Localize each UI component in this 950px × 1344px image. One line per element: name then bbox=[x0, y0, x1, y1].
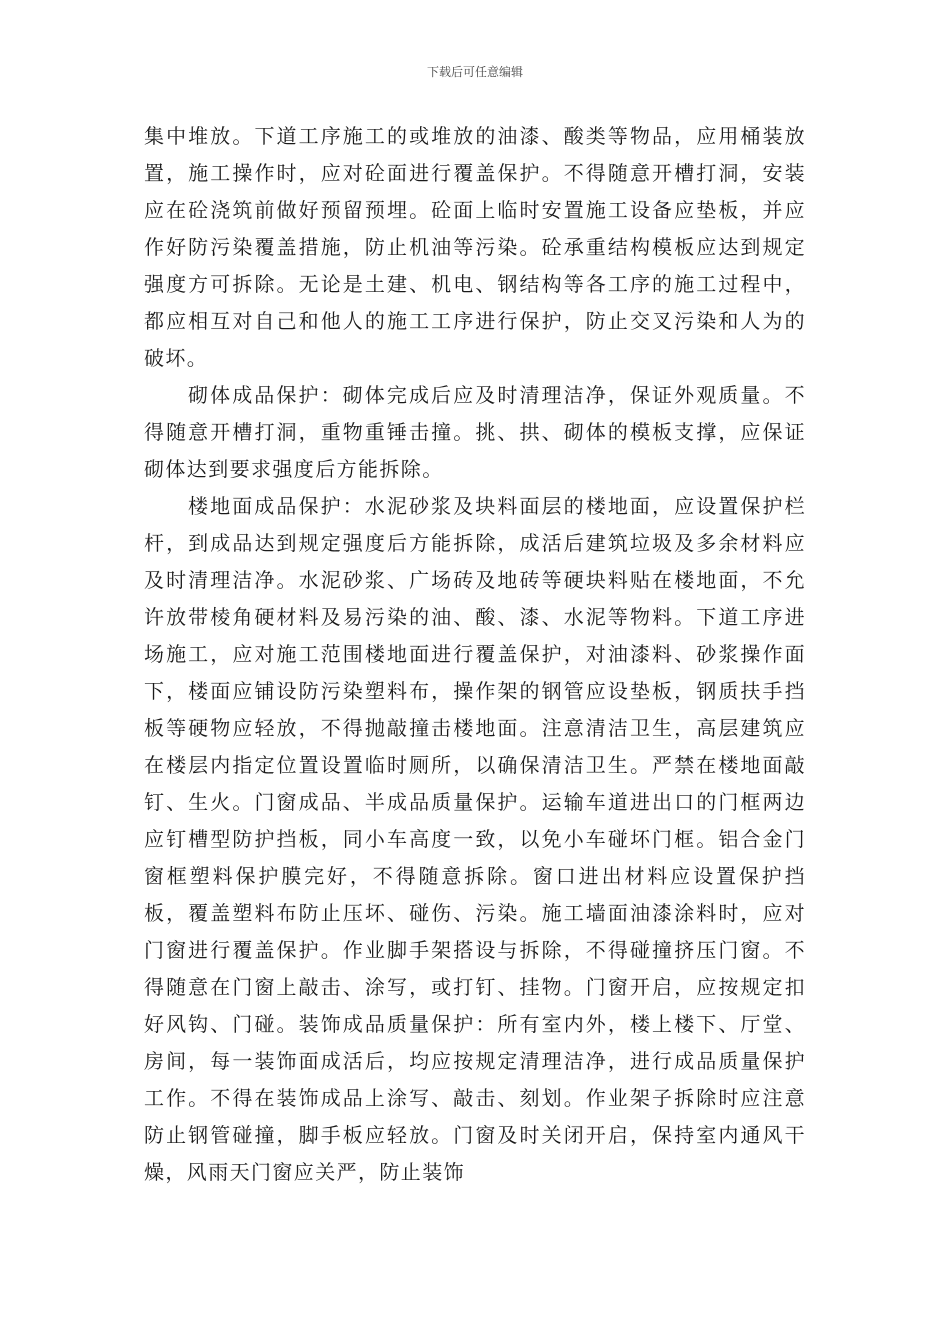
paragraph-floor-protection: 楼地面成品保护：水泥砂浆及块料面层的楼地面，应设置保护栏杆，到成品达到规定强度后方能拆除，成活后建筑垃圾及多余材料应及时清理洁净。水泥砂浆、广场砖及地砖等硬块料贴在楼地面，不允许放带棱角硬材料及易污染的油、酸、漆、水泥等物料。下道工序进场施工，应对施工范围楼地面进行覆盖保护，对油漆料、砂浆操作面下，楼面应铺设防污染塑料布，操作架的钢管应设垫板，钢质扶手挡板等硬物应轻放，不得抛敲撞击楼地面。注意清洁卫生，高层建筑应在楼层内指定位置设置临时厕所，以确保清洁卫生。严禁在楼地面敲钉、生火。门窗成品、半成品质量保护。运输车道进出口的门框两边应钉槽型防护挡板，同小车高度一致，以免小车碰坏门框。铝合金门窗框塑料保护膜完好，不得随意拆除。窗口进出材料应设置保护挡板，覆盖塑料布防止压坏、碰伤、污染。施工墙面油漆涂料时，应对门窗进行覆盖保护。作业脚手架搭设与拆除，不得碰撞挤压门窗。不得随意在门窗上敲击、涂写，或打钉、挂物。门窗开启，应按规定扣好风钩、门碰。装饰成品质量保护：所有室内外，楼上楼下、厅堂、房间，每一装饰面成活后，均应按规定清理洁净，进行成品质量保护工作。不得在装饰成品上涂写、敲击、刻划。作业架子拆除时应注意防止钢管碰撞，脚手板应轻放。门窗及时关闭开启，保持室内通风干燥，风雨天门窗应关严，防止装饰 bbox=[144, 494, 806, 1184]
paragraph-concrete-protection: 集中堆放。下道工序施工的或堆放的油漆、酸类等物品，应用桶装放置，施工操作时，应对砼面进行覆盖保护。不得随意开槽打洞，安装应在砼浇筑前做好预留预埋。砼面上临时安置施工设备应垫板，并应作好防污染覆盖措施，防止机油等污染。砼承重结构模板应达到规定强度方可拆除。无论是土建、机电、钢结构等各工序的施工过程中，都应相互对自己和他人的施工工序进行保护，防止交叉污染和人为的破坏。 bbox=[144, 124, 806, 370]
document-body bbox=[144, 118, 806, 1191]
page-header-note: 下载后可任意编辑 bbox=[426, 65, 523, 79]
paragraph-masonry-protection: 砌体成品保护：砌体完成后应及时清理洁净，保证外观质量。不得随意开槽打洞，重物重锤击撞。挑、拱、砌体的模板支撑，应保证砌体达到要求强度后方能拆除。 bbox=[144, 383, 806, 481]
